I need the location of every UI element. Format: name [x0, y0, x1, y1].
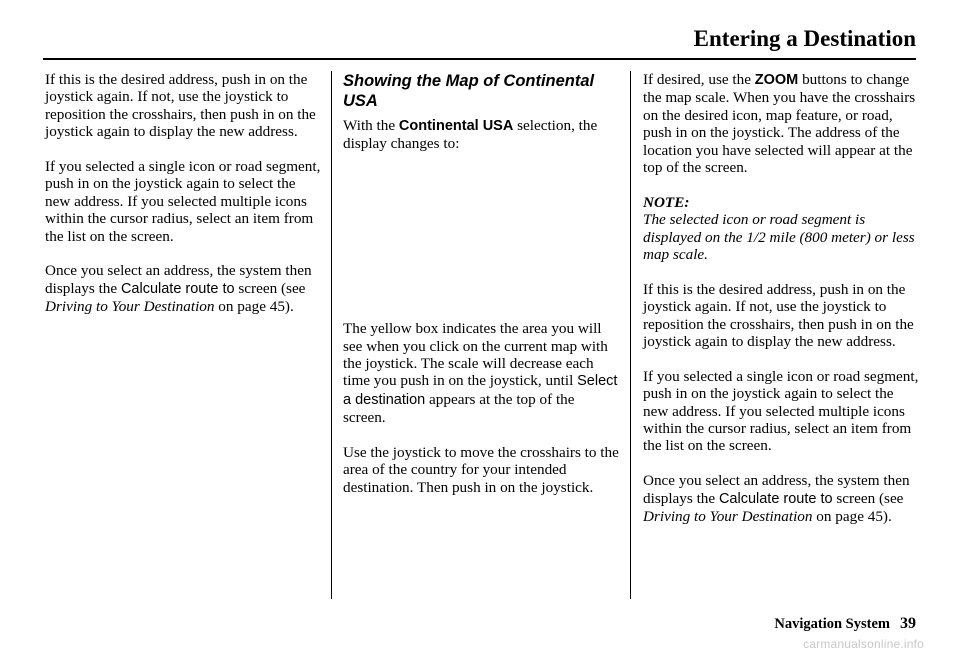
- screen-name: Calculate route to: [120, 280, 235, 297]
- col3-paragraph-2: If this is the desired address, push in on the joystick again. If not, use the joystick to reposition the crosshairs, then push in on the joystick again to display the new address.: [643, 280, 914, 351]
- footer-section: Navigation System: [774, 616, 890, 632]
- screen-name: Select a destination: [343, 373, 618, 408]
- cross-reference: Driving to Your Destination: [45, 298, 215, 316]
- note-label: NOTE:: [643, 193, 690, 211]
- col3-paragraph-1: If desired, use the ZOOM buttons to change the map scale. When you have the crosshairs on the desired icon, map feature, or road, push in on the joystick. The address of the location you have selected will appear at the top of the screen.: [643, 71, 916, 177]
- section-heading: Showing the Map of Continental USA: [343, 72, 595, 110]
- button-name: ZOOM: [754, 72, 799, 88]
- column-2: [343, 71, 619, 514]
- col3-paragraph-3: If you selected a single icon or road segment, push in on the joystick again to select the new address. If you selected multiple icons within the cursor radius, select an item from the list on the screen.: [643, 367, 919, 455]
- column-divider-2: [630, 71, 631, 599]
- column-1: [45, 71, 321, 333]
- column-3: [643, 71, 919, 543]
- col3-paragraph-4: Once you select an address, the system then displays the Calculate route to screen (see Driving to Your Destination on page 45).: [643, 472, 910, 526]
- page-title: Entering a Destination: [693, 26, 916, 51]
- col1-paragraph-2: If you selected a single icon or road segment, push in on the joystick again to select the new address. If you selected multiple icons within the cursor radius, select an item from the list on the screen.: [45, 158, 321, 245]
- col1-paragraph-1: If this is the desired address, push in on the joystick again. If not, use the joystick to reposition the crosshairs, then push in on the joystick again to display the new address.: [45, 71, 316, 141]
- col2-paragraph-3: Use the joystick to move the crosshairs to the area of the country for your intended destination. Then push in on the joystick.: [343, 444, 619, 496]
- note-text: The selected icon or road segment is displayed on the 1/2 mile (800 meter) or less map scale.: [643, 211, 915, 264]
- column-divider-1: [331, 71, 332, 599]
- map-image-area: [343, 170, 619, 320]
- cross-reference: Driving to Your Destination: [643, 508, 813, 526]
- screen-name: Calculate route to: [718, 490, 833, 507]
- col1-paragraph-3: Once you select an address, the system then displays the Calculate route to screen (see Driving to Your Destination on page 45).: [45, 262, 312, 316]
- selection-name: Continental USA: [398, 118, 514, 134]
- col2-paragraph-2: The yellow box indicates the area you will see when you click on the current map with the joystick. The scale will decrease each time you push in on the joystick, until Select a destination appears at the top of the screen.: [343, 320, 618, 427]
- watermark: carmanualsonline.info: [803, 637, 924, 651]
- page-number: 39: [900, 615, 916, 632]
- header-rule: [43, 58, 916, 60]
- col2-paragraph-1: With the Continental USA selection, the display changes to:: [343, 117, 598, 153]
- page-footer: [774, 615, 916, 633]
